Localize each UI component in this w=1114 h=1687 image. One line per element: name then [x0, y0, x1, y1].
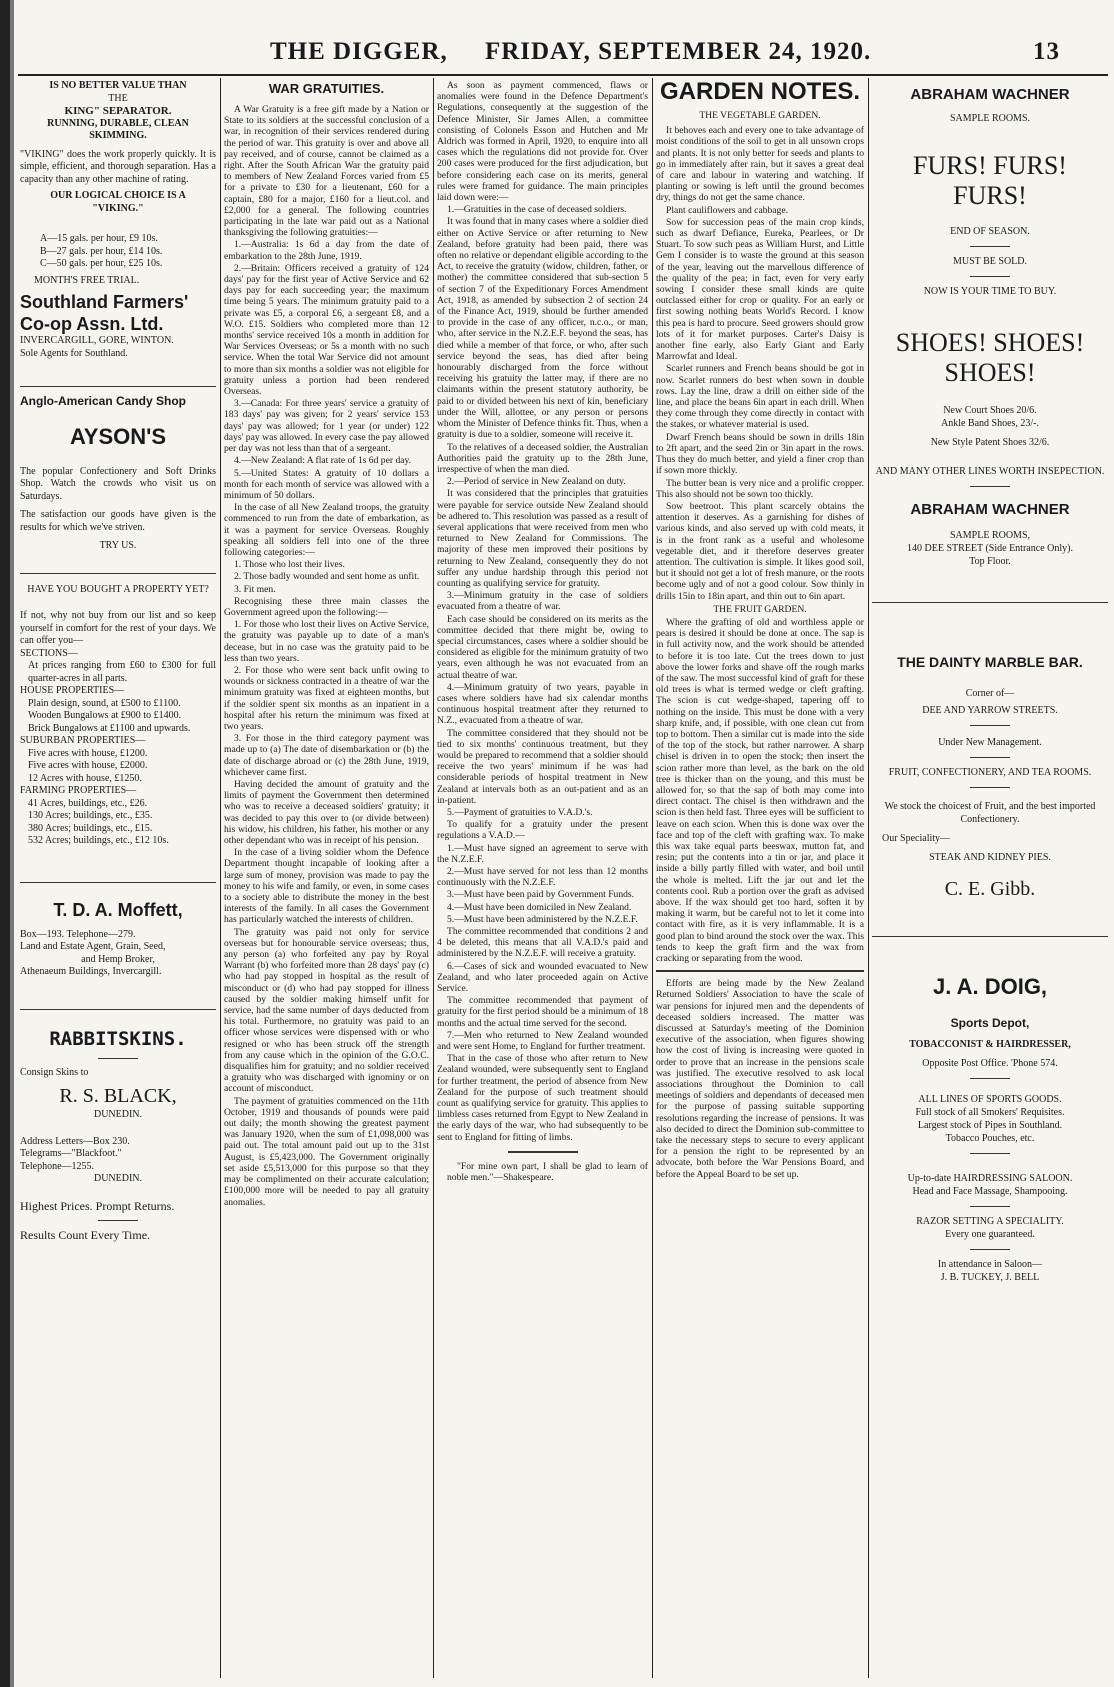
- divider: [970, 1078, 1010, 1079]
- article-paragraph: Recognising these three main classes the Government agreed upon the following:—: [224, 595, 429, 618]
- rabbitskins-city: DUNEDIN.: [93, 1109, 143, 1120]
- doig-addr: Opposite Post Office. 'Phone 574.: [922, 1058, 1058, 1069]
- list-item: 380 Acres; buildings, etc., £15.: [28, 822, 153, 834]
- farming-list: [20, 798, 216, 848]
- divider: [970, 757, 1010, 758]
- article-paragraph: That in the case of those who after return to New Zealand wounded, were subsequently sent to England for further treatment, the period of absence from New Zealand for the purpose of such treatment should count as qualifying service for gratuity. This applies to limbless cases returned from Egypt to New Zealand in the early days of the war, who had subsequently to be sent to England for fitting of limbs.: [437, 1053, 648, 1143]
- wachner-sub: SAMPLE ROOMS.: [949, 113, 1031, 124]
- article-paragraph: 3.—Minimum gratuity in the case of soldiers evacuated from a theatre of war.: [437, 590, 648, 613]
- article-paragraph: Plant cauliflowers and cabbage.: [666, 204, 789, 216]
- article-paragraph: The committee recommended that conditions 2 and 4 be deleted, this means that all V.A.D.'s paid and administered by the N.Z.E.F. will receive a gratuity.: [437, 926, 648, 960]
- article-paragraph: 3.—Must have been paid by Government Funds.: [447, 889, 635, 901]
- doig-pipes: Largest stock of Pipes in Southland.: [917, 1120, 1063, 1131]
- doig-ad: [872, 936, 1108, 1284]
- article-paragraph: Where the grafting of old and worthless apple or pears is desired it should be done at once. The sap is in full activity now, and the work should be attended to before it is too late. Cut the trees down to just above the lower forks and shave off the rough marks of the saw. The most successful kind of graft for these old trees is what is termed wedge or cleft grafting. The scion is cut wedge-shaped, tapering off to nothing on the inside. This must be done with a very sharp knife, and, if possible, with one clean cut from top to bottom. Then a similar cut is made into the side of the top of the stock, but rather narrower. A sharp chisel is driven in to open the stock; then insert the scion rather more than level, as the bark on the old tree is thicker than on the young, and this must be allowed for, so that the sap of both may come into direct contact. The chisel is then withdrawn and the scion is then held fast. Three eyes will be sufficient to leave on each scion. When this is done wax over the face and top of the cleft with grafting wax. To make this wax take equal parts beeswax, mutton fat, and resin; put the contents into a tin or jar, and place it inside a billy partly filled with water, and boil until the whole is melted. Lift the jar out and let the contents cool. Rub a portion over the graft as advised above. If the wax should get too hard, soften it by making it warm, but be careful not to let it come into contact with fire, as it is very inflammable. It is a good plan to bind around the stock over the wax. This tends to keep the graft firm and the wax from cracking or separating from the wood.: [656, 616, 864, 965]
- viking-name: "VIKING.": [92, 202, 144, 214]
- doig-pouches: Tobacco Pouches, etc.: [945, 1133, 1035, 1144]
- marble-bar-spec: Our Speciality—: [882, 833, 951, 844]
- article-paragraph: A War Gratuity is a free gift made by a Nation or State to its soldiers at the successful conclusion of a war, in recognition of their services rendered during the period of war. This gratuity is over and above all pay received, and of course, cannot be claimed as a right. After the South African War the gratuity paid to members of New Zealand Forces varied from £5 for a private to £30 for a lieutenant, £60 for a captain, £80 for a major, £160 for a lieut.col. and £2,000 for a general. The following countries participating in the late war paid out as a National thanksgiving the following gratuities:—: [224, 104, 429, 239]
- suburban-list: [20, 748, 216, 786]
- marble-bar-ad: [872, 602, 1108, 902]
- viking-line1: IS NO BETTER VALUE THAN: [49, 80, 187, 91]
- article-paragraph: The butter bean is very nice and a prolific cropper. This also should not be sown too thickly.: [656, 477, 864, 500]
- right-ad-column: [872, 80, 1108, 1680]
- doig-razor: RAZOR SETTING A SPECIALITY.: [916, 1216, 1064, 1227]
- column-rule: [433, 78, 434, 1678]
- moffett-name: T. D. A. Moffett,: [53, 899, 183, 920]
- divider: [98, 1220, 138, 1221]
- vegetable-heading: THE VEGETABLE GARDEN.: [699, 110, 821, 121]
- wachner-floor: Top Floor.: [969, 556, 1011, 567]
- article-paragraph: 4.—Must have been domiciled in New Zealand.: [447, 901, 632, 913]
- list-item: Brick Bungalows at £1100 and upwards.: [28, 722, 191, 734]
- company-line1: Southland Farmers': [20, 292, 189, 312]
- list-item: Wooden Bungalows at £900 to £1400.: [28, 710, 182, 721]
- doig-attend: In attendance in Saloon—: [937, 1259, 1043, 1270]
- divider: [508, 1151, 578, 1153]
- divider: [98, 1058, 138, 1059]
- rabbitskins-addr1: Address Letters—Box 230.: [20, 1135, 130, 1147]
- divider: [656, 970, 864, 972]
- article-paragraph: 4.—New Zealand: A flat rate of 1s 6d per day.: [234, 455, 412, 467]
- article-title: GARDEN NOTES.: [659, 78, 860, 105]
- aysons-body1: The popular Confectionery and Soft Drinks Shop. Watch the crowds who visit us on Saturdays.: [20, 465, 216, 502]
- column-rule: [868, 78, 869, 1678]
- aysons-name: AYSON'S: [69, 423, 167, 449]
- divider: [970, 486, 1010, 487]
- marble-bar-corner: Corner of—: [965, 688, 1015, 699]
- list-item: 130 Acres; buildings, etc., £35.: [28, 810, 153, 821]
- suburban-heading: SUBURBAN PROPERTIES—: [20, 735, 146, 746]
- court-shoes: New Court Shoes 20/6.: [943, 405, 1037, 416]
- article-paragraph: Dwarf French beans should be sown in drills 18in to 2ft apart, and the seed 2in or 3in apart in the rows. Thus they do much better, and yield a finer crop than if sown more thickly.: [656, 431, 864, 477]
- shoes-line1: SHOES! SHOES!: [895, 328, 1085, 357]
- viking-line3: KING" SEPARATOR.: [64, 105, 172, 117]
- masthead: [270, 38, 1060, 74]
- column-rule: [220, 78, 221, 1678]
- issue-date: FRIDAY, SEPTEMBER 24, 1920.: [484, 38, 872, 65]
- divider: [970, 725, 1010, 726]
- article-paragraph: It was found that in many cases where a soldier died either on Active Service or after returning to New Zealand, before gratuity had been paid, there was often no relative or dependant eligible according to the Act, to receive the gratuity (widow, children, father, or mother) the committee considered that sub-section 5 of section 7 of the Expeditionary Forces Amendment Act, 1918, as amended by subsection 2 of section 24 of the Finance Act, 1919, should be further amended to provide in the case of any officer, n.c.o., or man, who, after service in the N.Z.E.F. beyond the seas, has died while a member of that force, or who, after such service beyond the seas, has died after being honourably discharged from the force without receiving his gratuity the latter may, if there are no claimants within the present statutory authority, be paid to or divided between his next of kin, beneficiary under the Will, allottee, or any person or persons whom the Minister of Defence thinks fit. Thus, when a gratuity is due to a soldier, someone will receive it.: [437, 216, 648, 441]
- article-paragraph: 2.—Britain: Officers received a gratuity of 124 days' pay for the first year of Active Service and 62 days pay for each succeeding year; the maximum time being 5 years. The minimum gratuity paid to a private was £5, a corporal £6, a sergeant £8, and a W.O. £15. Soldiers who completed more than 12 months' service received 10s a month in addition for War Services Overseas; or 5s a month with no such service. When the total War Service did not amount to more than six months a soldier was not eligible for gratuity unless a portion had been rendered Overseas.: [224, 262, 429, 398]
- wachner-sub-2: SAMPLE ROOMS,: [949, 530, 1031, 541]
- doig-smokers: Full stock of all Smokers' Requisites.: [915, 1107, 1065, 1118]
- article-paragraph: Each case should be considered on its merits as the committee decided that there might be, owing to special circumstances, cases where a soldier should be considered as eligible for the minimum gratuity of two years, even although he was not evacuated from an actual theatre of war.: [437, 613, 648, 681]
- rabbitskins-name: R. S. BLACK,: [59, 1085, 177, 1107]
- viking-line2: THE: [108, 92, 128, 104]
- article-paragraph: As soon as payment commenced, flaws or anomalies were found in the Defence Department's Regulations, consequently at the suggestion of the Defence Minister, Sir James Allen, a committee consisting of Colonels Esson and Hutchen and Mr Aldrich was formed in April, 1920, to enquire into all cases which the regulations did not provide for. Over 200 cases were produced for the first adjudication, but before considering each case on its merits, general rules were framed for guidance. The main principles laid down were:—: [437, 80, 648, 204]
- farming-heading: FARMING PROPERTIES—: [20, 785, 137, 796]
- article-paragraph: 1. For those who lost their lives on Active Service, the gratuity was payable up to date of a man's decease, but in no case was the gratuity paid to be less than two years.: [224, 619, 429, 664]
- article-paragraph: Sow for succession peas of the main crop kinds, such as dwarf Defiance, Eureka, Pearlees, or Dr Stuart. To sow such peas as William Hurst, and Little Gem I consider is to waste the ground at this season of the year, leaving out the marvellous difference of the quality of the pea; in fact, even for very early sowing I consider these small kinds are quite outclassed either for crop or quality. For an early or first sowing nothing beats World's Record. I know this pea is hard to procure. Seed growers should grow lots of it for market purposes. Carter's Daisy is another fine early, also Early Giant and Early Marrowfat and Ideal.: [656, 216, 864, 363]
- article-paragraph: The committee considered that they should not be tied to six months' continuous treatment, but they would be prepared to recommend that a soldier should receive the two years' minimum if he was had considerable periods of hospital treatment in New Zealand at intervals both as an out-patient and as an in-patient.: [437, 727, 648, 806]
- page-number: 13: [1033, 38, 1060, 65]
- article-paragraph: Scarlet runners and French beans should be got in now. Scarlet runners do best when sown in double rows. Lay the line, draw a drill on either side of the line, and place the beans 6in apart in each drill. When they come through they come directly in contact with the stakes, or whatever material is used.: [656, 363, 864, 431]
- article-paragraph: 3. For those in the third category payment was made up to (a) The date of disembarkation or (b) the date of discharge abroad or (c) the 28th June, 1919, whichever came first.: [224, 733, 429, 778]
- price-line: B—27 gals. per hour, £14 10s.: [40, 245, 163, 257]
- article-paragraph: 2.—Must have served for not less than 12 months continuously with the N.Z.E.F.: [437, 866, 648, 889]
- doig-saloon: Up-to-date HAIRDRESSING SALOON.: [907, 1173, 1073, 1184]
- wachner-many: AND MANY OTHER LINES WORTH INSEPECTION.: [875, 466, 1105, 477]
- aysons-try: TRY US.: [99, 540, 137, 551]
- article-paragraph: In the case of all New Zealand troops, the gratuity commenced to run from the date of embarkation, as it was a payment for service Overseas. Roughly speaking all soldiers fell into one of the three following categories:—: [224, 502, 429, 558]
- viking-body: "VIKING" does the work properly quickly. It is simple, efficient, and thorough separation. Has a capacity than any other machine of rating.: [20, 148, 216, 185]
- doig-name: J. A. DOIG,: [932, 974, 1048, 999]
- article-paragraph: 3.—Canada: For three years' service a gratuity of 183 days' pay was given; for 2 years' service 153 days' pay was allowed; for 1 year (or under) 122 days' pay was allowed. In every case the pay allowed per day was not less than that of a sergeant.: [224, 398, 429, 455]
- list-item: 532 Acres; buildings, etc., £12 10s.: [28, 835, 169, 846]
- sections-heading: SECTIONS—: [20, 647, 78, 659]
- wachner-name: ABRAHAM WACHNER: [910, 86, 1070, 103]
- doig-sports: ALL LINES OF SPORTS GOODS.: [918, 1094, 1062, 1105]
- viking-choice: OUR LOGICAL CHOICE IS A: [50, 190, 186, 201]
- paper-name: THE DIGGER,: [270, 38, 448, 65]
- war-gratuities-column: [224, 80, 429, 1680]
- article-paragraph: 5.—Payment of gratuities to V.A.D.'s.: [447, 807, 593, 818]
- article-paragraph: It behoves each and every one to take advantage of moist conditions of the soil to get in all unsown crops and plants. It is not only better for seeds and plants to go in immediately after rain, but it saves a great deal of care and labour in watering and watching. If planting or sowing is left until the ground becomes dry, things do not get the same chance.: [656, 125, 864, 204]
- marble-bar-mgmt: Under New Management.: [938, 737, 1042, 748]
- article-paragraph: 5.—United States: A gratuity of 10 dollars a month for each month of service was allowed with a minimum of 50 dollars.: [224, 467, 429, 501]
- moffett-line3: Athenaeum Buildings, Invercargill.: [20, 966, 162, 977]
- house-heading: HOUSE PROPERTIES—: [20, 685, 125, 696]
- article-title: WAR GRATUITIES.: [268, 81, 385, 96]
- article-paragraph: To qualify for a gratuity under the present regulations a V.A.D.—: [437, 819, 648, 842]
- doig-names: J. B. TUCKEY, J. BELL: [940, 1272, 1040, 1283]
- article-paragraph: The payment of gratuities commenced on the 11th October, 1919 and thousands of pounds were paid out daily; the month showing the greatest payment was January 1920, when the sum of £1,098,000 was paid out. The total amount paid out up to the 31st August, is £5,423,000. The Government originally set aside £5,513,000 for this purpose so that they may be complimented on their accurate calculation; £100,000 more will be needed to pay all gratuity anomalies.: [224, 1095, 429, 1208]
- article-paragraph: 3. Fit men.: [234, 583, 276, 595]
- moffett-line2: and Hemp Broker,: [81, 953, 155, 965]
- viking-trial: MONTH'S FREE TRIAL.: [34, 274, 140, 286]
- viking-ad: [20, 80, 216, 360]
- doig-massage: Head and Face Massage, Shampooing.: [912, 1186, 1068, 1197]
- article-paragraph: 5.—Must have been administered by the N.Z.E.F.: [447, 913, 638, 925]
- list-item: 41 Acres, buildings, etc., £26.: [28, 797, 148, 809]
- aysons-header: Anglo-American Candy Shop: [20, 394, 187, 408]
- list-item: Five acres with house, £2000.: [28, 760, 148, 771]
- rabbitskins-consign: Consign Skins to: [20, 1066, 89, 1078]
- price-line: A—15 gals. per hour, £9 10s.: [40, 233, 158, 244]
- article-paragraph: 2.—Period of service in New Zealand on duty.: [447, 476, 626, 488]
- wachner-must: MUST BE SOLD.: [953, 256, 1027, 267]
- aysons-ad: [20, 386, 216, 553]
- wachner-end: END OF SEASON.: [950, 226, 1030, 237]
- moffett-box: Box—193. Telephone—279.: [20, 928, 136, 940]
- doig-guarantee: Every one guaranteed.: [945, 1229, 1035, 1240]
- rabbitskins-addr2: Telegrams—"Blackfoot.": [20, 1148, 122, 1159]
- viking-prices: [40, 233, 216, 271]
- patent-shoes: New Style Patent Shoes 32/6.: [930, 437, 1050, 448]
- garden-notes-column: [656, 76, 864, 1680]
- marble-bar-streets: DEE AND YARROW STREETS.: [922, 705, 1058, 716]
- list-item: Five acres with house, £1200.: [28, 747, 148, 759]
- article-paragraph: 2. Those badly wounded and sent home as unfit.: [234, 571, 420, 583]
- masthead-rule: [18, 74, 1108, 76]
- gratuities-continued-column: [437, 80, 648, 1680]
- fruit-heading: THE FRUIT GARDEN.: [713, 603, 807, 615]
- article-paragraph: 1.—Gratuities in the case of deceased soldiers.: [447, 204, 627, 216]
- viking-line4: RUNNING, DURABLE, CLEAN SKIMMING.: [47, 117, 189, 141]
- article-paragraph: 4.—Minimum gratuity of two years, payable in cases where soldiers have had six calendar months continuous hospital treatment after they returned to N.Z., evacuated from a theatre of war.: [437, 681, 648, 727]
- article-paragraph: The gratuity was paid not only for service overseas but for honourable service overseas; thus, any person (a) who forfeited any pay by Royal Warrant (b) who forfeited more than 28 days' pay (c) who had pay stopped in hospital as the result of misconduct or (d) who had pay stopped for illness caused by the soldier making himself unfit for service, had the same number of days deducted from his total. Furthermore, no gratuity was paid to an officer whose services were dispensed with or who resigned or who has been struck off the strength from any cause which in the opinion of the G.O.C. disqualifies him for gratuity; and no soldier received a gratuity who was discharged with ignominy or on account of misconduct.: [224, 926, 429, 1095]
- doig-trade: TOBACCONIST & HAIRDRESSER,: [909, 1039, 1071, 1050]
- marble-bar-pies: STEAK AND KIDNEY PIES.: [929, 852, 1051, 863]
- rabbitskins-results: Results Count Every Time.: [20, 1228, 151, 1242]
- column-rule: [652, 78, 653, 1678]
- article-paragraph: In the case of a living soldier whom the Defence Department thought incapable of looking after a large sum of money, provision was made to pay the money to his wife and family, or even, in some cases to a society able to distribute the money in the best interests of the family. In all cases the Government has particularly watched the interests of children.: [224, 847, 429, 926]
- ankle-shoes: Ankle Band Shoes, 23/-.: [940, 418, 1040, 429]
- price-line: C—50 gals. per hour, £25 10s.: [40, 258, 163, 269]
- divider: [970, 1206, 1010, 1207]
- wachner-now: NOW IS YOUR TIME TO BUY.: [923, 286, 1057, 297]
- wachner-ad: [872, 84, 1108, 568]
- article-paragraph: To the relatives of a deceased soldier, the Australian Authorities paid the gratuity up to the 28th June, irrespective of when the man died.: [437, 441, 648, 475]
- rabbitskins-ad: [20, 1009, 216, 1242]
- rsa-paragraph: Efforts are being made by the New Zealand Returned Soldiers' Association to have the scale of war pensions for injured men and the dependents of deceased soldiers increased. The matter was discussed at Saturday's meeting of the Dominion executive of the association, when figures showing how the cost of living is increasing were quoted in order to prove that an increase in the pensions scale was justified. The executive resolved to ask local associations throughout the Dominion to call meetings of soldiers and dependants of deceased men for the purpose of passing suitable supporting resolutions regarding the increase of pensions. It was also decided to direct the Dominion sub-committee to take the necessary steps to secure to every applicant for a pension the right to be represented by an advocate, both before the War Pensions Board, and before the Appeal Board to be set up.: [656, 978, 864, 1180]
- doig-depot: Sports Depot,: [950, 1016, 1030, 1030]
- company-towns: INVERCARGILL, GORE, WINTON.: [20, 335, 174, 346]
- list-item: Plain design, sound, at £500 to £1100.: [28, 697, 181, 709]
- marble-bar-stock: We stock the choicest of Fruit, and the best imported Confectionery.: [884, 801, 1096, 825]
- moffett-ad: [20, 882, 216, 979]
- marble-bar-fruit: FRUIT, CONFECTIONERY, AND TEA ROOMS.: [888, 767, 1092, 778]
- divider: [970, 246, 1010, 247]
- moffett-line1: Land and Estate Agent, Grain, Seed,: [20, 941, 166, 952]
- article-paragraph: 1.—Must have signed an agreement to serve with the N.Z.E.F.: [437, 842, 648, 865]
- page-binding-edge: [0, 0, 18, 1687]
- article-paragraph: Having decided the amount of gratuity and the limits of payment the Government then determined who was to receive a deceased soldiers' gratuity; it was decided to pay this over to (or divide between) his widow, his children, his father, his mother or any other dependant who was in receipt of his pension.: [224, 778, 429, 846]
- article-paragraph: 2. For those who were sent back unfit owing to wounds or sickness contracted in a theatre of war the minimum gratuity was fixed at eighteen months, but if the soldier spent six months as an inpatient in a hospital after his return the minimum was fixed at two years.: [224, 664, 429, 732]
- article-paragraph: 6.—Cases of sick and wounded evacuated to New Zealand, and who later proceeded again on Active Service.: [437, 960, 648, 995]
- shoes-line2: SHOES!: [944, 358, 1036, 387]
- house-list: [20, 698, 216, 736]
- wachner-name-2: ABRAHAM WACHNER: [910, 501, 1070, 518]
- divider: [970, 1153, 1010, 1154]
- sections-text: At prices ranging from £60 to £300 for full quarter-acres in all parts.: [28, 660, 216, 684]
- company-line2: Co-op Assn. Ltd.: [20, 314, 164, 334]
- article-paragraph: 1. Those who lost their lives.: [234, 559, 345, 571]
- shakespeare-quote: "For mine own part, I shall be glad to learn of noble men."—Shakespeare.: [447, 1160, 648, 1184]
- left-ad-column: [20, 80, 216, 1680]
- divider: [970, 1249, 1010, 1250]
- marble-bar-title: THE DAINTY MARBLE BAR.: [897, 654, 1083, 670]
- divider: [970, 787, 1010, 788]
- wachner-addr: 140 DEE STREET (Side Entrance Only).: [907, 543, 1073, 554]
- furs-line2: FURS!: [953, 181, 1027, 210]
- divider: [970, 276, 1010, 277]
- article-paragraph: 1.—Australia: 1s 6d a day from the date of embarkation to the 28th June, 1919.: [224, 239, 429, 262]
- property-intro: If not, why not buy from our list and so keep yourself in comfort for the rest of your days. We can offer you—: [20, 610, 216, 646]
- property-ad: [20, 573, 216, 848]
- article-paragraph: Sow beetroot. This plant scarcely obtains the attention it deserves. As a garnishing for dishes of various kinds, and also served up with cold meats, it is in the front rank as a useful and wholesome vegetable diet, and it therefore deserves greater attention. The cultivation is simple. It likes good soil, but it should not get a lot of fresh manure, or the roots become ugly and of not a good colour. Sow thinly in drills 15in to 18in apart, and thin out to 6in apart.: [656, 500, 864, 602]
- rabbitskins-addr3: Telephone—1255.: [20, 1160, 95, 1172]
- aysons-body2: The satisfaction our goods have given is the results for which we've striven.: [20, 509, 216, 533]
- rabbitskins-city2: DUNEDIN.: [93, 1173, 143, 1184]
- company-agents: Sole Agents for Southland.: [20, 347, 128, 359]
- article-paragraph: 7.—Men who returned to New Zealand wounded and were sent Home, to England for further treatment.: [437, 1029, 648, 1053]
- rabbitskins-highest: Highest Prices. Prompt Returns.: [20, 1198, 175, 1213]
- property-title: HAVE YOU BOUGHT A PROPERTY YET?: [27, 583, 209, 595]
- article-paragraph: The committee recommended that payment of gratuity for the first period should be a minimum of 18 months and the actual time served for the second.: [437, 995, 648, 1029]
- rabbitskins-title: RABBITSKINS.: [49, 1027, 187, 1050]
- marble-bar-owner: C. E. Gibb.: [944, 878, 1036, 900]
- list-item: 12 Acres with house, £1250.: [28, 772, 142, 784]
- furs-line1: FURS! FURS!: [913, 151, 1067, 180]
- article-paragraph: It was considered that the principles that gratuities were payable for service outside New Zealand should be adhered to. This resolution was passed as a result of several applications that were received from men who returned to New Zealand for Commissions. The majority of these men improved their positions by returning to New Zealand, consequently they do not suffer any undue hardship through this period not counting as qualifying service for gratuity.: [437, 488, 648, 589]
